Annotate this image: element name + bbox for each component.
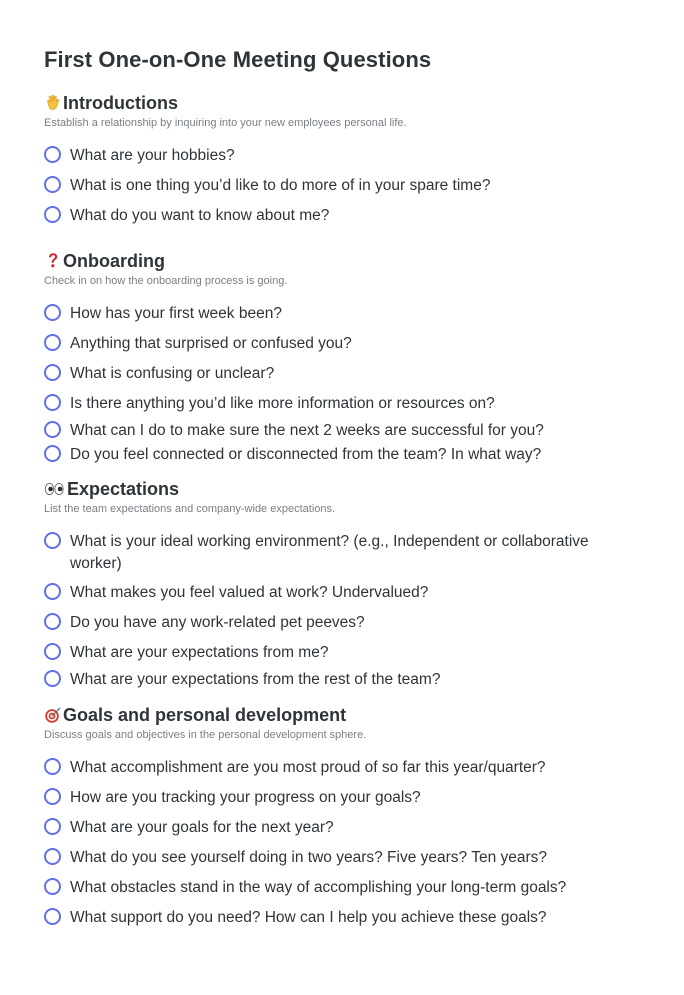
list-item (44, 205, 644, 235)
item-text: Do you have any work-related pet peeves? (70, 614, 365, 631)
item-text: How are you tracking your progress on your goals? (70, 789, 421, 806)
list-item (44, 393, 644, 420)
item-text: What are your goals for the next year? (70, 819, 334, 836)
section-onboarding (44, 249, 644, 468)
waving-hand-icon (44, 94, 62, 112)
checklist (44, 303, 644, 468)
section-heading (44, 249, 644, 273)
section-introductions (44, 91, 644, 235)
checkbox[interactable] (44, 818, 61, 835)
checkbox[interactable] (44, 643, 61, 660)
checkbox[interactable] (44, 334, 61, 351)
checkbox[interactable] (44, 394, 61, 411)
eyes-icon (44, 480, 66, 498)
item-text: Do you feel connected or disconnected from the team? In what way? (70, 446, 542, 463)
checkbox[interactable] (44, 908, 61, 925)
list-item (44, 877, 644, 907)
section-goals (44, 703, 644, 937)
item-text: What are your expectations from me? (70, 644, 329, 661)
checkbox[interactable] (44, 304, 61, 321)
checklist (44, 145, 644, 235)
section-title: Introductions (63, 93, 178, 113)
list-item (44, 669, 644, 693)
item-text: What are your hobbies? (70, 147, 235, 164)
item-text: What accomplishment are you most proud of so far this year/quarter? (70, 759, 546, 776)
checkbox[interactable] (44, 206, 61, 223)
checkbox[interactable] (44, 583, 61, 600)
list-item (44, 757, 644, 787)
item-text: What makes you feel valued at work? Undervalued? (70, 584, 429, 601)
section-expectations (44, 477, 644, 693)
item-text: What support do you need? How can I help you achieve these goals? (70, 909, 547, 926)
checkbox[interactable] (44, 532, 61, 549)
list-item (44, 175, 644, 205)
item-text: What are your expectations from the rest of the team? (70, 671, 441, 688)
list-item (44, 333, 644, 363)
list-item (44, 787, 644, 817)
page-title: First One-on-One Meeting Questions (44, 47, 432, 72)
section-description: Check in on how the onboarding process is going. (44, 275, 288, 287)
item-text: Is there anything you’d like more information or resources on? (70, 395, 495, 412)
item-text: What is one thing you’d like to do more of in your spare time? (70, 177, 491, 194)
list-item (44, 531, 644, 582)
red-question-mark-icon (44, 252, 62, 270)
section-description: List the team expectations and company-wide expectations. (44, 503, 336, 515)
section-heading (44, 703, 644, 727)
checkbox[interactable] (44, 670, 61, 687)
list-item (44, 907, 644, 937)
section-title: Goals and personal development (63, 705, 347, 725)
checkbox[interactable] (44, 146, 61, 163)
item-text: How has your first week been? (70, 305, 282, 322)
list-item (44, 444, 644, 468)
list-item (44, 363, 644, 393)
list-item (44, 145, 644, 175)
list-item (44, 817, 644, 847)
item-text: What is confusing or unclear? (70, 365, 275, 382)
document (44, 44, 644, 937)
checkbox[interactable] (44, 445, 61, 462)
section-heading (44, 477, 644, 501)
item-text: What do you want to know about me? (70, 207, 330, 224)
section-title: Onboarding (63, 251, 165, 271)
section-title: Expectations (67, 479, 180, 499)
checkbox[interactable] (44, 848, 61, 865)
section-heading (44, 91, 644, 115)
item-text: What can I do to make sure the next 2 weeks are successful for you? (70, 422, 544, 439)
list-item (44, 582, 644, 612)
section-description: Discuss goals and objectives in the personal development sphere. (44, 729, 367, 741)
item-text: What do you see yourself doing in two years? Five years? Ten years? (70, 849, 548, 866)
list-item (44, 612, 644, 642)
checkbox[interactable] (44, 176, 61, 193)
direct-hit-target-icon (44, 706, 62, 724)
checklist (44, 757, 644, 937)
checkbox[interactable] (44, 613, 61, 630)
checkbox[interactable] (44, 878, 61, 895)
list-item (44, 420, 644, 444)
list-item (44, 303, 644, 333)
checkbox[interactable] (44, 421, 61, 438)
checklist (44, 531, 644, 693)
checkbox[interactable] (44, 788, 61, 805)
list-item (44, 642, 644, 669)
list-item (44, 847, 644, 877)
item-text: What is your ideal working environment? (e.g., Independent or collaborative worker) (70, 533, 589, 572)
item-text: What obstacles stand in the way of accomplishing your long-term goals? (70, 879, 567, 896)
item-text: Anything that surprised or confused you? (70, 335, 352, 352)
checkbox[interactable] (44, 758, 61, 775)
checkbox[interactable] (44, 364, 61, 381)
section-description: Establish a relationship by inquiring into your new employees personal life. (44, 117, 407, 129)
